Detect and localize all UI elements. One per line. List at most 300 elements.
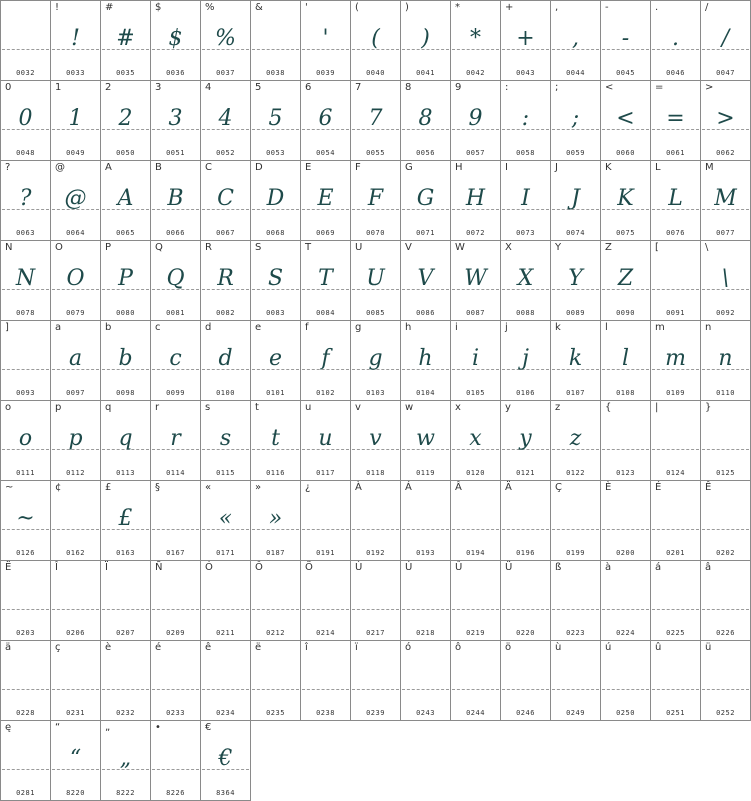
glyph-cell-8220[interactable] <box>51 721 101 801</box>
glyph-cell-0079[interactable] <box>51 241 101 321</box>
glyph-cell-label: Ù <box>355 562 363 573</box>
glyph-cell-0234[interactable] <box>201 641 251 721</box>
glyph-cell-0048[interactable] <box>0 81 51 161</box>
glyph-cell-0249[interactable] <box>551 641 601 721</box>
glyph-code: 0112 <box>66 469 85 477</box>
glyph-sample: c <box>169 346 182 371</box>
glyph-cell-8364[interactable] <box>201 721 251 801</box>
glyph-cell-0049[interactable] <box>51 81 101 161</box>
glyph-code: 0066 <box>166 229 185 237</box>
glyph-sample <box>201 581 250 617</box>
glyph-cell-0071[interactable] <box>401 161 451 241</box>
glyph-code: 0218 <box>416 629 435 637</box>
glyph-cell-label: s <box>205 402 211 413</box>
glyph-cell-0224[interactable] <box>601 561 651 641</box>
glyph-cell-label: 8 <box>405 82 412 93</box>
glyph-cell-label: Á <box>405 482 412 493</box>
glyph-code: 0124 <box>666 469 685 477</box>
glyph-code: 0115 <box>216 469 235 477</box>
glyph-cell-0037[interactable] <box>201 0 251 81</box>
glyph-cell-0063[interactable] <box>0 161 51 241</box>
glyph-sample <box>401 501 450 537</box>
glyph-code: 0252 <box>716 709 735 717</box>
glyph-code: 0070 <box>366 229 385 237</box>
glyph-code: 0045 <box>616 69 635 77</box>
glyph-code: 0125 <box>716 469 735 477</box>
glyph-sample <box>251 661 300 697</box>
glyph-code: 0093 <box>16 389 35 397</box>
glyph-cell-0107[interactable] <box>551 321 601 401</box>
glyph-cell-0057[interactable] <box>451 81 501 161</box>
glyph-sample <box>251 581 300 617</box>
glyph-cell-0077[interactable] <box>701 161 751 241</box>
glyph-cell-0104[interactable] <box>401 321 451 401</box>
glyph-cell-0199[interactable] <box>551 481 601 561</box>
glyph-sample: < <box>616 106 635 131</box>
glyph-cell-0067[interactable] <box>201 161 251 241</box>
glyph-code: 0082 <box>216 309 235 317</box>
glyph-cell-0050[interactable] <box>101 81 151 161</box>
glyph-cell-label: 3 <box>155 82 162 93</box>
glyph-cell-0106[interactable] <box>501 321 551 401</box>
glyph-cell-0099[interactable] <box>151 321 201 401</box>
glyph-cell-0200[interactable] <box>601 481 651 561</box>
glyph-cell-label: à <box>605 562 612 573</box>
glyph-cell-label: k <box>555 322 561 333</box>
glyph-code: 0079 <box>66 309 85 317</box>
glyph-code: 8226 <box>166 789 185 797</box>
glyph-code: 0049 <box>66 149 85 157</box>
glyph-code: 0092 <box>716 309 735 317</box>
glyph-sample: * <box>470 26 481 51</box>
glyph-cell-0069[interactable] <box>301 161 351 241</box>
glyph-cell-0060[interactable] <box>601 81 651 161</box>
glyph-cell-label: e <box>255 322 262 333</box>
glyph-cell-0092[interactable] <box>701 241 751 321</box>
glyph-cell-0088[interactable] <box>501 241 551 321</box>
glyph-cell-0110[interactable] <box>701 321 751 401</box>
glyph-cell-0073[interactable] <box>501 161 551 241</box>
glyph-code: 0202 <box>716 549 735 557</box>
glyph-cell-0114[interactable] <box>151 401 201 481</box>
glyph-cell-label: ) <box>405 2 409 13</box>
glyph-cell-0109[interactable] <box>651 321 701 401</box>
glyph-cell-0115[interactable] <box>201 401 251 481</box>
glyph-cell-label: m <box>655 322 665 333</box>
glyph-cell-0120[interactable] <box>451 401 501 481</box>
glyph-cell-0220[interactable] <box>501 561 551 641</box>
glyph-cell-0058[interactable] <box>501 81 551 161</box>
glyph-sample: 9 <box>468 106 483 131</box>
glyph-code: 0235 <box>266 709 285 717</box>
glyph-cell-0075[interactable] <box>601 161 651 241</box>
glyph-cell-0038[interactable] <box>251 0 301 81</box>
glyph-code: 0122 <box>566 469 585 477</box>
glyph-code: 0105 <box>466 389 485 397</box>
glyph-cell-label: > <box>705 82 714 93</box>
glyph-cell-0042[interactable] <box>451 0 501 81</box>
glyph-cell-0212[interactable] <box>251 561 301 641</box>
glyph-code: 0206 <box>66 629 85 637</box>
glyph-cell-label: Ú <box>405 562 413 573</box>
glyph-sample: u <box>318 426 333 451</box>
glyph-sample: C <box>217 186 234 211</box>
glyph-cell-0219[interactable] <box>451 561 501 641</box>
glyph-code: 0040 <box>366 69 385 77</box>
glyph-sample: , <box>572 26 579 51</box>
glyph-cell-label: # <box>105 2 114 13</box>
glyph-code: 0107 <box>566 389 585 397</box>
glyph-cell-0251[interactable] <box>651 641 701 721</box>
glyph-sample <box>51 501 100 537</box>
glyph-cell-0041[interactable] <box>401 0 451 81</box>
glyph-sample <box>401 581 450 617</box>
glyph-cell-0043[interactable] <box>501 0 551 81</box>
glyph-code: 0080 <box>116 309 135 317</box>
glyph-cell-0074[interactable] <box>551 161 601 241</box>
glyph-code: 0233 <box>166 709 185 717</box>
glyph-cell-0068[interactable] <box>251 161 301 241</box>
glyph-cell-label: â <box>705 562 712 573</box>
glyph-cell-0211[interactable] <box>201 561 251 641</box>
glyph-cell-label: \ <box>705 242 709 253</box>
glyph-cell-0238[interactable] <box>301 641 351 721</box>
glyph-cell-0045[interactable] <box>601 0 651 81</box>
glyph-sample: L <box>668 186 683 211</box>
glyph-code: 0057 <box>466 149 485 157</box>
glyph-cell-0167[interactable] <box>151 481 201 561</box>
glyph-sample: J <box>571 186 580 211</box>
glyph-cell-0192[interactable] <box>351 481 401 561</box>
glyph-cell-0103[interactable] <box>351 321 401 401</box>
glyph-cell-label: » <box>255 482 262 493</box>
glyph-sample <box>601 581 650 617</box>
glyph-cell-label: Ó <box>205 562 213 573</box>
glyph-cell-0116[interactable] <box>251 401 301 481</box>
glyph-cell-label: q <box>105 402 112 413</box>
glyph-cell-0112[interactable] <box>51 401 101 481</box>
glyph-code: 0073 <box>516 229 535 237</box>
glyph-cell-0162[interactable] <box>51 481 101 561</box>
glyph-sample <box>1 581 50 617</box>
glyph-sample <box>201 661 250 697</box>
glyph-cell-0194[interactable] <box>451 481 501 561</box>
glyph-code: 0054 <box>316 149 335 157</box>
glyph-sample <box>151 661 200 697</box>
glyph-cell-label: 1 <box>55 82 62 93</box>
glyph-cell-label: ï <box>355 642 358 653</box>
glyph-cell-0191[interactable] <box>301 481 351 561</box>
glyph-cell-0059[interactable] <box>551 81 601 161</box>
glyph-cell-0078[interactable] <box>0 241 51 321</box>
glyph-cell-0085[interactable] <box>351 241 401 321</box>
glyph-cell-0117[interactable] <box>301 401 351 481</box>
glyph-cell-0250[interactable] <box>601 641 651 721</box>
glyph-cell-0032[interactable] <box>0 0 51 81</box>
glyph-sample: v <box>369 426 382 451</box>
glyph-cell-label: 4 <box>205 82 212 93</box>
glyph-cell-0039[interactable] <box>301 0 351 81</box>
glyph-code: 0231 <box>66 709 85 717</box>
glyph-cell-0101[interactable] <box>251 321 301 401</box>
glyph-cell-0125[interactable] <box>701 401 751 481</box>
glyph-cell-0080[interactable] <box>101 241 151 321</box>
glyph-cell-0187[interactable] <box>251 481 301 561</box>
glyph-cell-0281[interactable] <box>0 721 51 801</box>
glyph-sample: / <box>721 26 730 51</box>
glyph-sample <box>601 421 650 457</box>
glyph-code: 0207 <box>116 629 135 637</box>
glyph-cell-0244[interactable] <box>451 641 501 721</box>
glyph-cell-0072[interactable] <box>451 161 501 241</box>
glyph-cell-0111[interactable] <box>0 401 51 481</box>
glyph-cell-0100[interactable] <box>201 321 251 401</box>
glyph-cell-0118[interactable] <box>351 401 401 481</box>
glyph-cell-0231[interactable] <box>51 641 101 721</box>
glyph-sample: g <box>368 346 383 371</box>
glyph-code: 0039 <box>316 69 335 77</box>
glyph-cell-0217[interactable] <box>351 561 401 641</box>
glyph-cell-0239[interactable] <box>351 641 401 721</box>
glyph-cell-0084[interactable] <box>301 241 351 321</box>
glyph-cell-label: } <box>705 402 712 413</box>
glyph-cell-label: ę <box>5 722 12 733</box>
glyph-cell-0102[interactable] <box>301 321 351 401</box>
glyph-cell-0053[interactable] <box>251 81 301 161</box>
glyph-cell-0052[interactable] <box>201 81 251 161</box>
glyph-code: 0056 <box>416 149 435 157</box>
glyph-cell-0126[interactable] <box>0 481 51 561</box>
glyph-cell-label: L <box>655 162 661 173</box>
glyph-sample: F <box>367 186 384 211</box>
glyph-cell-label: 5 <box>255 82 262 93</box>
glyph-cell-0055[interactable] <box>351 81 401 161</box>
glyph-cell-label: o <box>5 402 12 413</box>
glyph-cell-label: U <box>355 242 363 253</box>
glyph-cell-0090[interactable] <box>601 241 651 321</box>
glyph-code: 0077 <box>716 229 735 237</box>
glyph-code: 0032 <box>16 69 35 77</box>
glyph-code: 0238 <box>316 709 335 717</box>
glyph-cell-label: J <box>555 162 558 173</box>
glyph-code: 0239 <box>366 709 385 717</box>
glyph-cell-0064[interactable] <box>51 161 101 241</box>
glyph-code: 0042 <box>466 69 485 77</box>
glyph-cell-label: p <box>55 402 62 413</box>
glyph-sample: Q <box>166 266 185 291</box>
glyph-cell-0214[interactable] <box>301 561 351 641</box>
glyph-cell-label: d <box>205 322 212 333</box>
glyph-cell-label: ê <box>205 642 212 653</box>
glyph-sample <box>1 741 50 777</box>
glyph-cell-label: ö <box>505 642 512 653</box>
glyph-code: 0220 <box>516 629 535 637</box>
glyph-cell-label: Î <box>55 562 58 573</box>
glyph-cell-0044[interactable] <box>551 0 601 81</box>
glyph-sample: O <box>66 266 85 291</box>
glyph-cell-0061[interactable] <box>651 81 701 161</box>
glyph-sample: . <box>672 26 679 51</box>
glyph-cell-0066[interactable] <box>151 161 201 241</box>
glyph-cell-8226[interactable] <box>151 721 201 801</box>
glyph-sample <box>701 661 750 697</box>
glyph-code: 0117 <box>316 469 335 477</box>
glyph-cell-label: f <box>305 322 309 333</box>
glyph-code: 0110 <box>716 389 735 397</box>
glyph-cell-8222[interactable] <box>101 721 151 801</box>
glyph-sample <box>351 581 400 617</box>
glyph-cell-0047[interactable] <box>701 0 751 81</box>
glyph-cell-0203[interactable] <box>0 561 51 641</box>
glyph-sample <box>701 501 750 537</box>
glyph-sample <box>451 581 500 617</box>
glyph-cell-0122[interactable] <box>551 401 601 481</box>
glyph-cell-0082[interactable] <box>201 241 251 321</box>
glyph-cell-0105[interactable] <box>451 321 501 401</box>
glyph-sample <box>151 501 200 537</box>
glyph-code: 0037 <box>216 69 235 77</box>
glyph-sample <box>551 581 600 617</box>
glyph-code: 0163 <box>116 549 135 557</box>
glyph-cell-label: € <box>205 722 212 733</box>
glyph-cell-0209[interactable] <box>151 561 201 641</box>
glyph-cell-0091[interactable] <box>651 241 701 321</box>
glyph-code: 0249 <box>566 709 585 717</box>
glyph-sample: \ <box>721 266 730 291</box>
glyph-cell-label: ] <box>5 322 9 333</box>
glyph-code: 0103 <box>366 389 385 397</box>
glyph-cell-0206[interactable] <box>51 561 101 641</box>
glyph-cell-0093[interactable] <box>0 321 51 401</box>
glyph-cell-0252[interactable] <box>701 641 751 721</box>
glyph-cell-0228[interactable] <box>0 641 51 721</box>
glyph-cell-label: b <box>105 322 112 333</box>
glyph-sample: e <box>268 346 283 371</box>
glyph-cell-label: $ <box>155 2 162 13</box>
glyph-cell-0087[interactable] <box>451 241 501 321</box>
glyph-cell-0076[interactable] <box>651 161 701 241</box>
glyph-cell-label: ô <box>455 642 462 653</box>
glyph-cell-label: ; <box>555 82 559 93</box>
glyph-cell-0202[interactable] <box>701 481 751 561</box>
glyph-sample: « <box>218 506 233 531</box>
glyph-cell-0113[interactable] <box>101 401 151 481</box>
glyph-code: 0063 <box>16 229 35 237</box>
glyph-cell-0201[interactable] <box>651 481 701 561</box>
glyph-cell-label: D <box>255 162 263 173</box>
glyph-cell-0070[interactable] <box>351 161 401 241</box>
glyph-code: 0106 <box>516 389 535 397</box>
glyph-cell-label: P <box>105 242 112 253</box>
glyph-cell-label: v <box>355 402 361 413</box>
glyph-code: 0062 <box>716 149 735 157</box>
glyph-cell-0108[interactable] <box>601 321 651 401</box>
glyph-sample: i <box>471 346 480 371</box>
glyph-cell-0123[interactable] <box>601 401 651 481</box>
glyph-code: 0099 <box>166 389 185 397</box>
glyph-code: 0232 <box>116 709 135 717</box>
glyph-cell-0235[interactable] <box>251 641 301 721</box>
glyph-cell-0243[interactable] <box>401 641 451 721</box>
glyph-cell-0097[interactable] <box>51 321 101 401</box>
glyph-sample: U <box>366 266 385 291</box>
glyph-cell-0193[interactable] <box>401 481 451 561</box>
glyph-code: 0104 <box>416 389 435 397</box>
glyph-cell-0233[interactable] <box>151 641 201 721</box>
glyph-cell-0124[interactable] <box>651 401 701 481</box>
glyph-sample: ( <box>371 26 380 51</box>
glyph-cell-0056[interactable] <box>401 81 451 161</box>
glyph-cell-0196[interactable] <box>501 481 551 561</box>
glyph-cell-0223[interactable] <box>551 561 601 641</box>
glyph-cell-0098[interactable] <box>101 321 151 401</box>
glyph-sample <box>51 581 100 617</box>
glyph-sample: V <box>417 266 434 291</box>
glyph-cell-label: “ <box>55 722 61 733</box>
glyph-cell-label: Ê <box>705 482 712 493</box>
glyph-cell-label: é <box>155 642 162 653</box>
glyph-cell-label: R <box>205 242 212 253</box>
glyph-cell-0119[interactable] <box>401 401 451 481</box>
glyph-cell-0089[interactable] <box>551 241 601 321</box>
glyph-cell-0121[interactable] <box>501 401 551 481</box>
glyph-cell-label: î <box>305 642 308 653</box>
glyph-cell-label: N <box>5 242 13 253</box>
glyph-sample: R <box>217 266 234 291</box>
glyph-cell-0054[interactable] <box>301 81 351 161</box>
glyph-code: 0064 <box>66 229 85 237</box>
glyph-cell-0033[interactable] <box>51 0 101 81</box>
glyph-cell-label: Ô <box>255 562 263 573</box>
glyph-cell-0225[interactable] <box>651 561 701 641</box>
glyph-cell-0035[interactable] <box>101 0 151 81</box>
glyph-cell-0046[interactable] <box>651 0 701 81</box>
glyph-cell-label: : <box>505 82 509 93</box>
glyph-cell-0226[interactable] <box>701 561 751 641</box>
glyph-sample <box>1 21 50 57</box>
glyph-cell-0081[interactable] <box>151 241 201 321</box>
glyph-cell-0232[interactable] <box>101 641 151 721</box>
glyph-cell-0040[interactable] <box>351 0 401 81</box>
glyph-cell-0246[interactable] <box>501 641 551 721</box>
glyph-sample: - <box>621 26 630 51</box>
glyph-cell-label: h <box>405 322 412 333</box>
glyph-cell-0062[interactable] <box>701 81 751 161</box>
glyph-sample: = <box>666 106 685 131</box>
glyph-cell-0036[interactable] <box>151 0 201 81</box>
glyph-sample: p <box>68 426 83 451</box>
glyph-code: 0076 <box>666 229 685 237</box>
glyph-code: 0091 <box>666 309 685 317</box>
glyph-cell-0207[interactable] <box>101 561 151 641</box>
glyph-code: 0038 <box>266 69 285 77</box>
glyph-cell-0163[interactable] <box>101 481 151 561</box>
glyph-cell-0171[interactable] <box>201 481 251 561</box>
glyph-cell-label: ç <box>55 642 61 653</box>
glyph-cell-0086[interactable] <box>401 241 451 321</box>
glyph-cell-0051[interactable] <box>151 81 201 161</box>
glyph-code: 0244 <box>466 709 485 717</box>
glyph-sample: 0 <box>18 106 33 131</box>
glyph-sample: l <box>621 346 630 371</box>
glyph-cell-0083[interactable] <box>251 241 301 321</box>
glyph-sample: I <box>521 186 530 211</box>
glyph-cell-0218[interactable] <box>401 561 451 641</box>
glyph-cell-label: 0 <box>5 82 12 93</box>
glyph-cell-label: Ï <box>105 562 108 573</box>
glyph-sample: P <box>118 266 133 291</box>
glyph-cell-0065[interactable] <box>101 161 151 241</box>
